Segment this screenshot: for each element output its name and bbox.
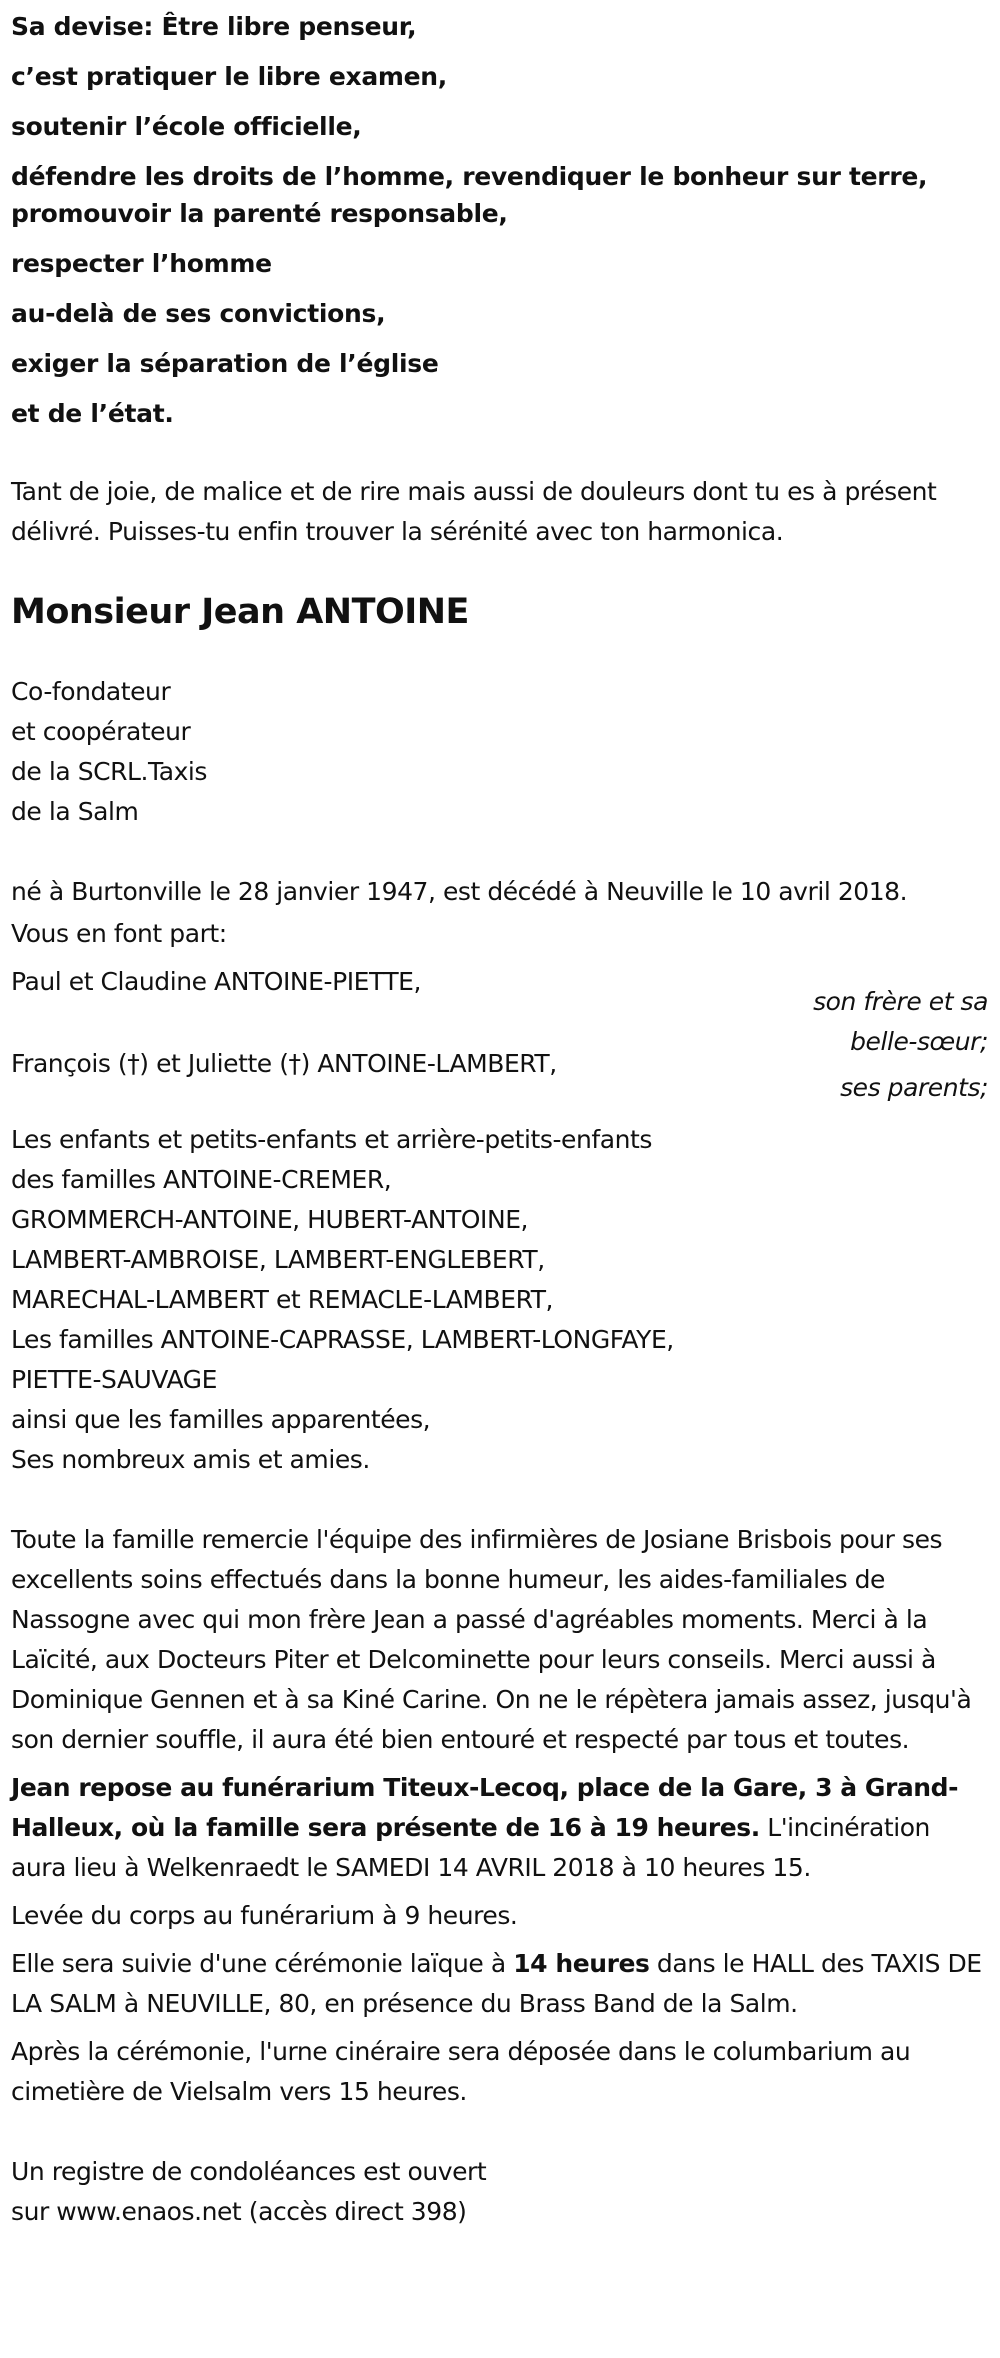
motto-section [11, 0, 988, 432]
ceremony-location: dans le HALL des TAXIS DE LA SALM à NEUVILLE, 80, en présence du Brass Band de la Salm. [11, 1949, 982, 2018]
motto-line: et de l’état. [11, 399, 174, 428]
announcement-label: Vous en font part: [11, 919, 227, 948]
deceased-name: Monsieur Jean ANTOINE [11, 592, 469, 632]
intro-paragraph: Tant de joie, de malice et de rire mais aussi de douleurs dont tu es à présent délivré. Puisses-tu enfin trouver la sérénité avec ton harmonica. [11, 477, 937, 546]
family-line: des familles ANTOINE-CREMER, [11, 1165, 392, 1194]
condolence-registry [11, 2152, 988, 2232]
motto-line: promouvoir la parenté responsable, [11, 199, 508, 228]
ceremony-paragraph [11, 1944, 988, 2024]
relative-names: Paul et Claudine ANTOINE-PIETTE, [11, 967, 422, 996]
role-line: de la SCRL.Taxis [11, 757, 207, 786]
family-line: PIETTE-SAUVAGE [11, 1365, 217, 1394]
ceremony-text: Elle sera suivie d'une cérémonie laïque à [11, 1949, 514, 1978]
relative-entry [11, 1044, 988, 1108]
motto-line: exiger la séparation de l’église [11, 349, 439, 378]
urn-info: Après la cérémonie, l'urne cinéraire sera déposée dans le columbarium au cimetière de Vielsalm vers 15 heures. [11, 2037, 911, 2106]
motto-line: c’est pratiquer le libre examen, [11, 62, 448, 91]
relation-label: ses parents; [840, 1073, 988, 1102]
motto-line: respecter l’homme [11, 249, 272, 278]
reposing-info: Jean repose au funérarium Titeux-Lecoq, place de la Gare, 3 à Grand-Halleux, où la famille sera présente de 16 à 19 heures. [11, 1773, 959, 1842]
motto-line: Sa devise: Être libre penseur, [11, 12, 417, 41]
relative-names: François (†) et Juliette (†) ANTOINE-LAMBERT, [11, 1049, 557, 1078]
motto-line: défendre les droits de l’homme, revendiquer le bonheur sur terre, [11, 162, 928, 191]
family-line: ainsi que les familles apparentées, [11, 1405, 431, 1434]
motto-line: soutenir l’école officielle, [11, 112, 362, 141]
cremation-info: L'incinération aura lieu à Welkenraedt le SAMEDI 14 AVRIL 2018 à 10 heures 15. [11, 1813, 930, 1882]
relation-label: son frère et sa [813, 987, 988, 1016]
thanks-paragraph: Toute la famille remercie l'équipe des infirmières de Josiane Brisbois pour ses excellents soins effectués dans la bonne humeur, les aides-familiales de Nassogne avec qui mon frère Jean a passé d'agréables moments. Merci à la Laïcité, aux Docteurs Piter et Delcominette pour leurs conseils. Merci aussi à Dominique Gennen et à sa Kiné Carine. On ne le répètera jamais assez, jusqu'à son dernier souffle, il aura été bien entouré et respecté par tous et toutes. [11, 1525, 972, 1754]
departure-info: Levée du corps au funérarium à 9 heures. [11, 1901, 518, 1930]
families-list [11, 1120, 988, 1480]
motto-line: au-delà de ses convictions, [11, 299, 386, 328]
deceased-roles [11, 672, 988, 832]
family-line: LAMBERT-AMBROISE, LAMBERT-ENGLEBERT, [11, 1245, 545, 1274]
registry-line: Un registre de condoléances est ouvert [11, 2157, 487, 2186]
family-line: MARECHAL-LAMBERT et REMACLE-LAMBERT, [11, 1285, 554, 1314]
role-line: de la Salm [11, 797, 139, 826]
relation-label: belle-sœur; [850, 1027, 988, 1056]
ceremony-time: 14 heures [513, 1949, 650, 1978]
family-line: Les enfants et petits-enfants et arrière-petits-enfants [11, 1125, 652, 1154]
role-line: et coopérateur [11, 717, 191, 746]
role-line: Co-fondateur [11, 677, 171, 706]
family-line: Ses nombreux amis et amies. [11, 1445, 370, 1474]
family-line: Les familles ANTOINE-CAPRASSE, LAMBERT-LONGFAYE, [11, 1325, 674, 1354]
family-line: GROMMERCH-ANTOINE, HUBERT-ANTOINE, [11, 1205, 529, 1234]
birth-death-info: né à Burtonville le 28 janvier 1947, est décédé à Neuville le 10 avril 2018. [11, 877, 908, 906]
registry-link-line[interactable]: sur www.enaos.net (accès direct 398) [11, 2197, 467, 2226]
funeral-reposing-paragraph [11, 1768, 988, 1888]
